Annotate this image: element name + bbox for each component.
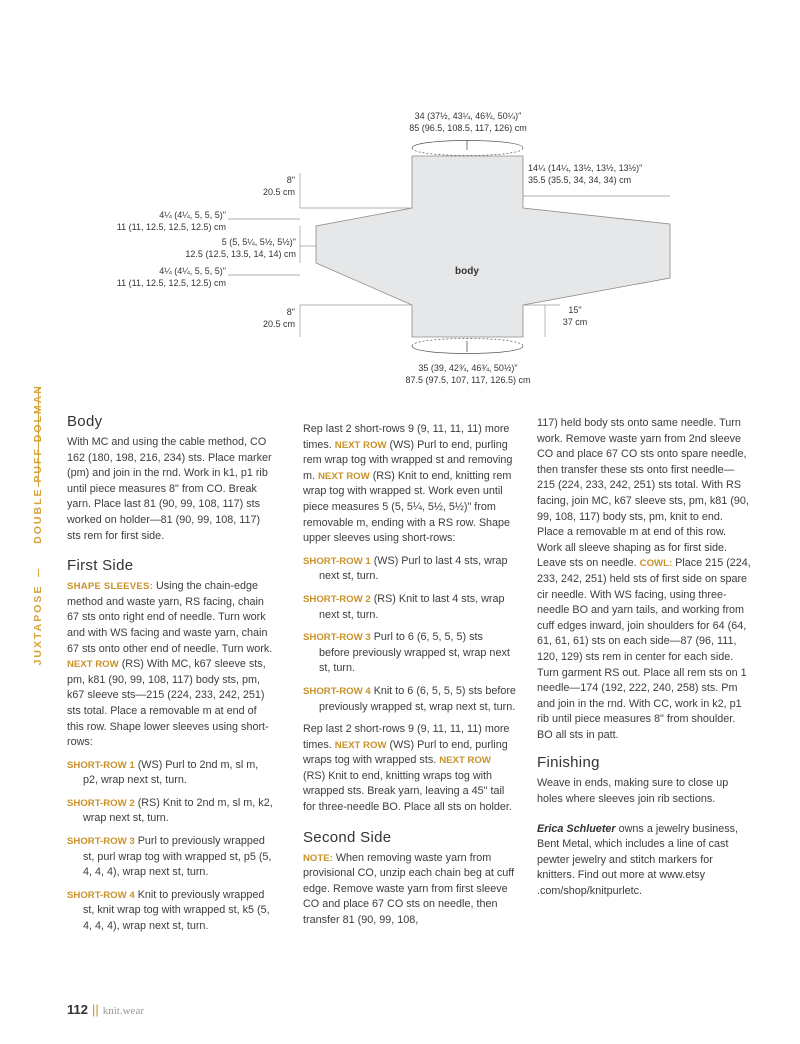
- next-row-label: NEXT ROW: [67, 659, 119, 671]
- lower-depth-label: 8" 20.5 cm: [262, 307, 295, 329]
- schematic-diagram: [0, 0, 800, 400]
- bottom-width-arrow: [412, 339, 523, 347]
- short-row-2: SHORT-ROW 2 (RS) Knit to last 4 sts, wrap next st, turn.: [303, 592, 505, 621]
- note-paragraph: NOTE: When removing waste yarn from provisional CO, unzip each chain beg at cuff edge. Remove waste yarn from first sleeve CO and place 67 CO sts on needle, then transfer 81 (90, 99, 108,: [303, 851, 515, 927]
- short-row-1: SHORT-ROW 1 (WS) Purl to 2nd m, sl m, p2, wrap next st, turn.: [67, 758, 259, 787]
- heading-body: Body: [67, 413, 103, 430]
- bottom-width-label: 35 (39, 42¾, 46¾, 50½)" 87.5 (97.5, 107, 117, 126.5) cm: [405, 363, 531, 385]
- shape-sleeves-label: SHAPE SLEEVES:: [67, 581, 153, 593]
- body-paragraph: With MC and using the cable method, CO 162 (180, 198, 216, 234) sts. Place marker (pm) and join in the rnd. Work in k1, p1 rib until piece measures 8" from CO. Break yarn. Place last 81 (90, 99, 108, 117) sts worked on holder—81 (90, 99, 108, 117) sts rem for first side.: [67, 436, 272, 542]
- body-label: body: [455, 266, 479, 277]
- designer-name: Erica Schlueter: [537, 822, 616, 835]
- finishing-paragraph: Weave in ends, making sure to close up holes where sleeves join rib sections.: [537, 777, 729, 806]
- rep-paragraph-2: Rep last 2 short-rows 9 (9, 11, 11, 11) more times. NEXT ROW (WS) Purl to end, purling wraps tog with wrapped sts. NEXT ROW (RS) Knit to end, knitting wraps tog with wrapped sts. Break yarn, leaving a 45" tail for three-needle BO. Place all sts on holder.: [303, 723, 512, 814]
- page-footer: [67, 1002, 144, 1017]
- upper-depth-label: 8" 20.5 cm: [262, 175, 295, 197]
- column-2: [303, 422, 516, 936]
- designer-bio: Erica Schlueter owns a jewelry business, Bent Metal, which includes a line of cast pewter jewelry and stitch markers for knitters. Find out more at www.etsy .com/shop/knitpurletc.: [537, 822, 739, 898]
- sleeve-upper-label: 4¼ (4¼, 5, 5, 5)" 11 (11, 12.5, 12.5, 12.5) cm: [116, 210, 226, 232]
- heading-finishing: Finishing: [537, 754, 600, 772]
- rep-paragraph-1: Rep last 2 short-rows 9 (9, 11, 11, 11) more times. NEXT ROW (WS) Purl to end, purling rem wrap tog with wrapped st and removing m. NEXT ROW (RS) Knit to end, knitting rem wrap tog with wrapped st. Work even until piece measures 5 (5, 5¼, 5½, 5½)" from removable m, ending with a RS row. Shape upper sleeves using short-rows:: [303, 423, 513, 545]
- cuff-label: 5 (5, 5¼, 5½, 5½)" 12.5 (12.5, 13.5, 14, 14) cm: [185, 237, 296, 259]
- continued-paragraph: 117) held body sts onto same needle. Turn work. Remove waste yarn from 2nd sleeve CO and place 67 CO sts onto spare needle, then transfer these sts onto first needle—215 (224, 233, 242, 251) sts total. With RS facing, join MC, k67 sleeve sts, pm, k81 (90, 99, 108, 117) body sts, pm, knit to end. Place a removable m at end of this row. Work all sleeve shaping as for first side. Leave sts on needle. COWL: Place 215 (224, 233, 242, 251) held sts of first side on spare cir needle. With WS facing, using three-needle BO and yarn tails, and working from cuff edges inward, join shoulders for 64 (64, 61, 61, 61) sts on each side—87 (96, 111, 120, 129) sts rem in center for each side. Turn garment RS out. Place all rem sts on 1 needle—174 (192, 222, 240, 258) sts. Pm and join in the rnd. With CC, work in k2, p1 rib until piece measures 8" from shoulder. BO all sts in patt.: [537, 417, 751, 741]
- column-1: [67, 412, 275, 942]
- shape-sleeves-paragraph: SHAPE SLEEVES: Using the chain-edge method and waste yarn, RS facing, chain 67 sts onto right end of needle. Turn work and with WS facing and waste yarn, chain 67 sts onto other end of needle. Turn work. NEXT ROW (RS) With MC, k67 sleeve sts, pm, k81 (90, 99, 108, 117) body sts, pm, k67 sleeve sts—215 (224, 233, 242, 251) sts total. Place a removable m at end of this row. Shape lower sleeves using short-rows:: [67, 580, 273, 749]
- short-row-3: SHORT-ROW 3 Purl to previously wrapped st, purl wrap tog with wrapped st, p5 (5, 4, 4, 4), wrap next st, turn.: [67, 835, 272, 879]
- tab-brand: JUXTAPOSE: [32, 584, 44, 666]
- heading-second-side: Second Side: [303, 828, 392, 846]
- sleeve-lower-label: 4¼ (4¼, 5, 5, 5)" 11 (11, 12.5, 12.5, 12.5) cm: [116, 266, 226, 288]
- page-number: 112: [67, 1002, 88, 1017]
- footer-separator: ||: [91, 1002, 99, 1017]
- short-row-4: SHORT-ROW 4 Knit to 6 (6, 5, 5, 5) sts before previously wrapped st, wrap next st, turn.: [303, 684, 516, 713]
- column-3: [537, 416, 751, 907]
- cowl-label: COWL:: [639, 558, 673, 570]
- schematic-drawing: [0, 0, 800, 400]
- short-row-1: SHORT-ROW 1 (WS) Purl to last 4 sts, wrap next st, turn.: [303, 554, 508, 583]
- short-row-3: SHORT-ROW 3 Purl to 6 (6, 5, 5, 5) sts before previously wrapped st, wrap next st, turn.: [303, 631, 510, 675]
- sleeve-length-label: 14¼ (14¼, 13½, 13½, 13½)" 35.5 (35.5, 34, 34, 34) cm: [528, 163, 643, 185]
- tab-title: DOUBLE PUFF DOLMAN: [32, 384, 44, 544]
- top-width-arrow: [412, 141, 523, 149]
- short-row-4: SHORT-ROW 4 Knit to previously wrapped st, knit wrap tog with wrapped st, k5 (5, 4, 4, 4), wrap next st, turn.: [67, 888, 270, 933]
- heading-first-side: First Side: [67, 557, 134, 575]
- magazine-name: knit.wear: [102, 1005, 144, 1017]
- top-width-label: 34 (37½, 43¼, 46¾, 50¼)" 85 (96.5, 108.5, 117, 126) cm: [409, 111, 527, 133]
- sleeve-depth-label: 15" 37 cm: [562, 305, 588, 327]
- short-row-2: SHORT-ROW 2 (RS) Knit to 2nd m, sl m, k2, wrap next st, turn.: [67, 796, 273, 825]
- side-tab: [28, 384, 48, 677]
- tab-rule-mid: [38, 569, 39, 577]
